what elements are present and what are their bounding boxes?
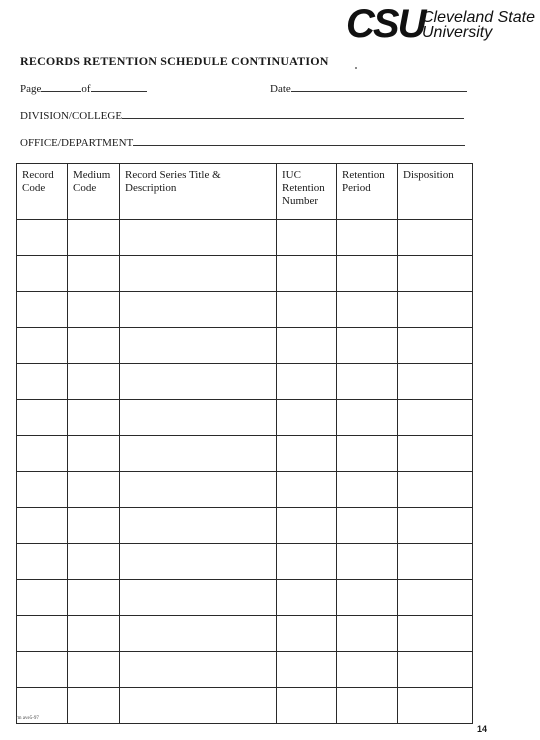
table-cell[interactable] bbox=[277, 256, 337, 292]
table-cell[interactable] bbox=[277, 292, 337, 328]
date-field bbox=[270, 81, 467, 95]
table-cell[interactable] bbox=[398, 652, 473, 688]
table-cell[interactable] bbox=[120, 436, 277, 472]
col-retention-period: Retention Period bbox=[337, 164, 398, 220]
table-cell[interactable] bbox=[337, 436, 398, 472]
table-cell[interactable] bbox=[68, 364, 120, 400]
table-cell[interactable] bbox=[398, 508, 473, 544]
table-cell[interactable] bbox=[398, 436, 473, 472]
table-cell[interactable] bbox=[337, 508, 398, 544]
table-cell[interactable] bbox=[398, 328, 473, 364]
table-cell[interactable] bbox=[277, 436, 337, 472]
retention-table bbox=[16, 163, 473, 724]
table-cell[interactable] bbox=[337, 400, 398, 436]
table-cell[interactable] bbox=[17, 652, 68, 688]
table-cell[interactable] bbox=[337, 616, 398, 652]
table-cell[interactable] bbox=[277, 364, 337, 400]
table-cell[interactable] bbox=[120, 220, 277, 256]
date-label: Date bbox=[270, 83, 291, 95]
table-cell[interactable] bbox=[398, 544, 473, 580]
table-cell[interactable] bbox=[68, 292, 120, 328]
table-cell[interactable] bbox=[120, 508, 277, 544]
table-cell[interactable] bbox=[68, 472, 120, 508]
form-title: RECORDS RETENTION SCHEDULE CONTINUATION bbox=[20, 54, 329, 68]
table-row bbox=[17, 436, 473, 472]
table-row bbox=[17, 580, 473, 616]
table-cell[interactable] bbox=[68, 616, 120, 652]
table-cell[interactable] bbox=[398, 292, 473, 328]
page-label: Page bbox=[20, 83, 42, 95]
table-cell[interactable] bbox=[337, 688, 398, 724]
table-cell[interactable] bbox=[120, 328, 277, 364]
table-cell[interactable] bbox=[337, 328, 398, 364]
table-cell[interactable] bbox=[277, 688, 337, 724]
table-row bbox=[17, 508, 473, 544]
table-cell[interactable] bbox=[277, 508, 337, 544]
table-cell[interactable] bbox=[277, 400, 337, 436]
table-cell[interactable] bbox=[337, 544, 398, 580]
table-cell[interactable] bbox=[337, 652, 398, 688]
page-number: 14 bbox=[477, 724, 488, 734]
university-name bbox=[422, 10, 535, 40]
table-row bbox=[17, 616, 473, 652]
col-record-series: Record Series Title & Description bbox=[120, 164, 277, 220]
table-cell[interactable] bbox=[68, 508, 120, 544]
office-label: OFFICE/DEPARTMENT bbox=[20, 137, 134, 149]
division-field bbox=[20, 108, 464, 122]
table-cell[interactable] bbox=[17, 220, 68, 256]
table-row bbox=[17, 292, 473, 328]
table-row bbox=[17, 472, 473, 508]
table-cell[interactable] bbox=[337, 256, 398, 292]
table-cell[interactable] bbox=[68, 220, 120, 256]
table-cell[interactable] bbox=[398, 580, 473, 616]
header-row bbox=[17, 164, 473, 220]
table-cell[interactable] bbox=[120, 364, 277, 400]
table-cell[interactable] bbox=[398, 616, 473, 652]
table-cell[interactable] bbox=[277, 652, 337, 688]
table-row bbox=[17, 220, 473, 256]
office-field bbox=[20, 135, 465, 149]
table-cell[interactable] bbox=[17, 472, 68, 508]
table-cell[interactable] bbox=[398, 472, 473, 508]
table-cell[interactable] bbox=[277, 580, 337, 616]
table-cell[interactable] bbox=[337, 580, 398, 616]
table-cell[interactable] bbox=[17, 616, 68, 652]
col-disposition: Disposition bbox=[398, 164, 473, 220]
table-cell[interactable] bbox=[120, 292, 277, 328]
table-cell[interactable] bbox=[398, 220, 473, 256]
table-cell[interactable] bbox=[68, 580, 120, 616]
csu-logo bbox=[346, 4, 536, 48]
table-row bbox=[17, 688, 473, 724]
table-body bbox=[17, 220, 473, 724]
table-row bbox=[17, 544, 473, 580]
table-cell[interactable] bbox=[120, 616, 277, 652]
table-cell[interactable] bbox=[17, 292, 68, 328]
division-blank[interactable] bbox=[122, 108, 464, 119]
table-cell[interactable] bbox=[277, 544, 337, 580]
table-cell[interactable] bbox=[398, 688, 473, 724]
col-record-code: Record Code bbox=[17, 164, 68, 220]
of-blank[interactable] bbox=[91, 81, 147, 92]
table-cell[interactable] bbox=[337, 220, 398, 256]
table-cell[interactable] bbox=[68, 328, 120, 364]
table-row bbox=[17, 400, 473, 436]
table-cell[interactable] bbox=[398, 256, 473, 292]
table-cell[interactable] bbox=[120, 688, 277, 724]
table-cell[interactable] bbox=[17, 508, 68, 544]
date-blank[interactable] bbox=[291, 81, 467, 92]
table-cell[interactable] bbox=[17, 256, 68, 292]
table-cell[interactable] bbox=[337, 364, 398, 400]
of-label: of bbox=[81, 83, 91, 95]
table-cell[interactable] bbox=[277, 616, 337, 652]
table-cell[interactable] bbox=[337, 472, 398, 508]
table-cell[interactable] bbox=[398, 364, 473, 400]
table-cell[interactable] bbox=[17, 400, 68, 436]
table-cell[interactable] bbox=[68, 400, 120, 436]
table-cell[interactable] bbox=[17, 580, 68, 616]
csu-logo-mark: CSU bbox=[346, 2, 425, 46]
col-medium-code: Medium Code bbox=[68, 164, 120, 220]
table-cell[interactable] bbox=[17, 436, 68, 472]
stray-mark bbox=[355, 67, 357, 69]
table-cell[interactable] bbox=[120, 580, 277, 616]
table-cell[interactable] bbox=[68, 256, 120, 292]
table-cell[interactable] bbox=[68, 544, 120, 580]
table-row bbox=[17, 328, 473, 364]
office-blank[interactable] bbox=[133, 135, 465, 146]
table-cell[interactable] bbox=[120, 652, 277, 688]
table-cell[interactable] bbox=[337, 292, 398, 328]
col-iuc-number: IUC Retention Number bbox=[277, 164, 337, 220]
table-cell[interactable] bbox=[277, 472, 337, 508]
table-cell[interactable] bbox=[68, 652, 120, 688]
table-cell[interactable] bbox=[17, 328, 68, 364]
table-row bbox=[17, 364, 473, 400]
table-cell[interactable] bbox=[398, 400, 473, 436]
table-row bbox=[17, 652, 473, 688]
table-row bbox=[17, 256, 473, 292]
table-cell[interactable] bbox=[17, 364, 68, 400]
table-cell[interactable] bbox=[17, 544, 68, 580]
table-cell[interactable] bbox=[68, 436, 120, 472]
table-cell[interactable] bbox=[120, 400, 277, 436]
university-name-line1: Cleveland State bbox=[422, 9, 535, 26]
table-cell[interactable] bbox=[277, 220, 337, 256]
page-blank[interactable] bbox=[41, 81, 81, 92]
table-cell[interactable] bbox=[120, 256, 277, 292]
division-label: DIVISION/COLLEGE bbox=[20, 110, 123, 122]
page-field bbox=[20, 81, 147, 95]
table-cell[interactable] bbox=[120, 544, 277, 580]
table-cell[interactable] bbox=[68, 688, 120, 724]
table-cell[interactable] bbox=[120, 472, 277, 508]
form-code: rm ave5-97 bbox=[16, 716, 39, 721]
university-name-line2: University bbox=[422, 24, 493, 41]
table-cell[interactable] bbox=[277, 328, 337, 364]
